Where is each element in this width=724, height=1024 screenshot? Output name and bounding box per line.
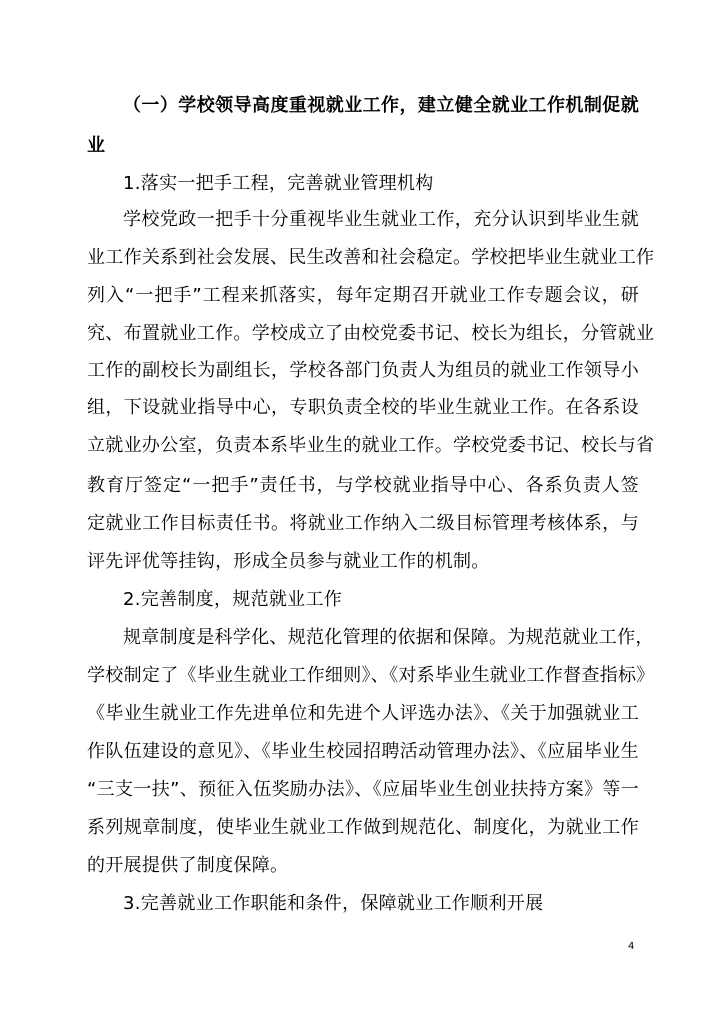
subsection-1-title: 1.落实一把手工程，完善就业管理机构 — [123, 173, 434, 194]
paragraph-line: 组，下设就业指导中心，专职负责全校的毕业生就业工作。在各系设 — [87, 397, 639, 418]
paragraph-line: 教育厅签定“一把手”责任书，与学校就业指导中心、各系负责人签 — [87, 475, 639, 496]
subsection-3-title: 3.完善就业工作职能和条件，保障就业工作顺利开展 — [123, 893, 544, 914]
paragraph-line: 评先评优等挂钩，形成全员参与就业工作的机制。 — [87, 551, 490, 572]
paragraph-line: 的开展提供了制度保障。 — [87, 855, 289, 876]
section-heading-line-2: 业 — [87, 135, 106, 156]
paragraph-line: 《毕业生就业工作先进单位和先进个人评选办法》、《关于加强就业工 — [87, 703, 639, 724]
paragraph-line: 立就业办公室，负责本系毕业生的就业工作。学校党委书记、校长与省 — [87, 435, 655, 456]
section-heading-line-1: （一）学校领导高度重视就业工作，建立健全就业工作机制促就 — [123, 95, 639, 116]
paragraph-line: “三支一扶”、预征入伍奖励办法》、《应届毕业生创业扶持方案》等一 — [87, 779, 639, 800]
paragraph-line: 学校党政一把手十分重视毕业生就业工作，充分认识到毕业生就 — [123, 209, 639, 230]
paragraph-line: 定就业工作目标责任书。将就业工作纳入二级目标管理考核体系，与 — [87, 513, 639, 534]
paragraph-line: 学校制定了《毕业生就业工作细则》、《对系毕业生就业工作督查指标》 — [87, 665, 655, 686]
paragraph-line: 系列规章制度，使毕业生就业工作做到规范化、制度化，为就业工作 — [87, 817, 639, 838]
paragraph-line: 究、布置就业工作。学校成立了由校党委书记、校长为组长，分管就业 — [87, 323, 655, 344]
paragraph-line: 业工作关系到社会发展、民生改善和社会稳定。学校把毕业生就业工作 — [87, 247, 655, 268]
paragraph-line: 列入“一把手”工程来抓落实，每年定期召开就业工作专题会议，研 — [87, 285, 639, 306]
page-number: 4 — [628, 941, 635, 952]
paragraph-line: 工作的副校长为副组长，学校各部门负责人为组员的就业工作领导小 — [87, 360, 639, 381]
subsection-2-title: 2.完善制度，规范就业工作 — [123, 589, 343, 610]
paragraph-line: 作队伍建设的意见》、《毕业生校园招聘活动管理办法》、《应届毕业生 — [87, 741, 639, 762]
paragraph-line: 规章制度是科学化、规范化管理的依据和保障。为规范就业工作， — [123, 627, 654, 648]
